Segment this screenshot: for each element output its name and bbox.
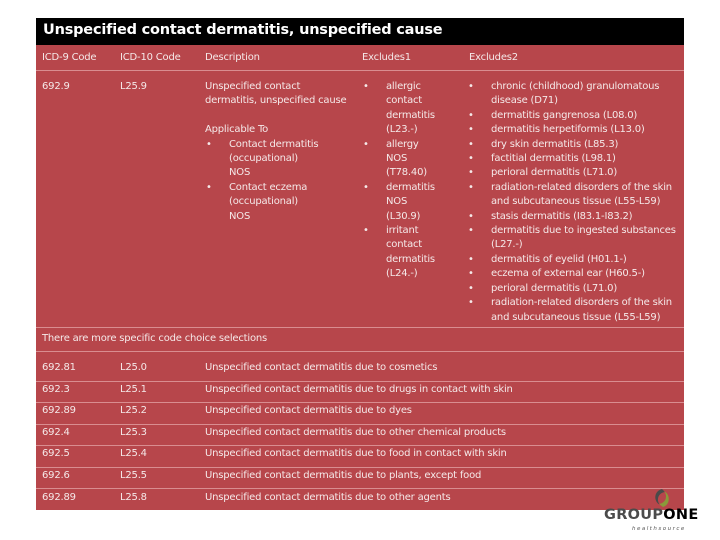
header-description: Description <box>205 52 260 63</box>
row-description: Unspecified contact dermatitis due to cosmetics <box>205 362 438 373</box>
list-item: • dermatitis due to ingested substances (L27.-) <box>467 224 681 253</box>
list-item: • chronic (childhood) granulomatous disease (D71) <box>467 80 681 109</box>
list-item: • perioral dermatitis (L71.0) <box>467 166 681 180</box>
main-description <box>205 80 357 224</box>
list-item: • perioral dermatitis (L71.0) <box>467 282 681 296</box>
row-divider <box>36 381 684 382</box>
row-description: Unspecified contact dermatitis due to drugs in contact with skin <box>205 384 513 395</box>
main-desc-line1: Unspecified contact <box>205 81 301 92</box>
header-icd10: ICD-10 Code <box>120 52 181 63</box>
code-table <box>36 45 684 510</box>
row-divider <box>36 351 684 352</box>
row-description: Unspecified contact dermatitis due to plants, except food <box>205 470 482 481</box>
row-icd10: L25.4 <box>120 448 147 459</box>
row-icd10: L25.8 <box>120 492 147 503</box>
header-icd9: ICD-9 Code <box>42 52 97 63</box>
swoosh-icon <box>650 487 674 509</box>
logo-wordmark: GROUPONE <box>604 507 699 523</box>
header-excludes1: Excludes1 <box>362 52 411 63</box>
more-codes-note: There are more specific code choice selections <box>42 333 268 344</box>
row-icd9: 692.6 <box>42 470 70 481</box>
list-item: • Contact eczema (occupational) NOS <box>205 181 321 224</box>
row-description: Unspecified contact dermatitis due to dyes <box>205 405 412 416</box>
title-bar <box>36 18 684 45</box>
list-item: • dermatitis of eyelid (H01.1-) <box>467 253 681 267</box>
row-divider <box>36 327 684 328</box>
groupone-logo <box>604 487 716 533</box>
row-icd9: 692.3 <box>42 384 70 395</box>
excludes1-list <box>362 80 435 282</box>
excludes2-list <box>467 80 681 325</box>
row-divider <box>36 488 684 489</box>
header-divider <box>36 70 684 71</box>
row-icd10: L25.5 <box>120 470 147 481</box>
row-icd10: L25.1 <box>120 384 147 395</box>
list-item: • radiation-related disorders of the skin and subcutaneous tissue (L55-L59) <box>467 296 681 325</box>
row-icd9: 692.89 <box>42 492 76 503</box>
list-item: • dermatitis herpetiformis (L13.0) <box>467 123 681 137</box>
list-item: • allergy NOS (T78.40) <box>362 138 432 181</box>
logo-tagline: healthsource <box>632 526 686 532</box>
list-item: • stasis dermatitis (I83.1-I83.2) <box>467 210 681 224</box>
excludes1-cell <box>362 80 435 282</box>
row-divider <box>36 467 684 468</box>
applicable-label: Applicable To <box>205 124 269 136</box>
list-item: • Contact dermatitis (occupational) NOS <box>205 138 321 181</box>
excludes2-cell <box>467 80 681 325</box>
main-icd9: 692.9 <box>42 81 70 92</box>
row-icd9: 692.81 <box>42 362 76 373</box>
row-description: Unspecified contact dermatitis due to other chemical products <box>205 427 506 438</box>
list-item: • radiation-related disorders of the skin and subcutaneous tissue (L55-L59) <box>467 181 681 210</box>
page-title: Unspecified contact dermatitis, unspecified cause <box>43 22 443 38</box>
list-item: • allergic contact dermatitis (L23.-) <box>362 80 432 138</box>
row-description: Unspecified contact dermatitis due to food in contact with skin <box>205 448 507 459</box>
list-item: • dermatitis gangrenosa (L08.0) <box>467 109 681 123</box>
list-item: • factitial dermatitis (L98.1) <box>467 152 681 166</box>
row-icd10: L25.2 <box>120 405 147 416</box>
row-icd10: L25.3 <box>120 427 147 438</box>
header-excludes2: Excludes2 <box>469 52 518 63</box>
row-divider <box>36 445 684 446</box>
row-description: Unspecified contact dermatitis due to other agents <box>205 492 451 503</box>
row-icd9: 692.4 <box>42 427 70 438</box>
main-icd10: L25.9 <box>120 81 147 92</box>
list-item: • dermatitis NOS (L30.9) <box>362 181 432 224</box>
row-divider <box>36 424 684 425</box>
row-icd10: L25.0 <box>120 362 147 373</box>
row-icd9: 692.89 <box>42 405 76 416</box>
list-item: • irritant contact dermatitis (L24.-) <box>362 224 432 282</box>
list-item: • eczema of external ear (H60.5-) <box>467 267 681 281</box>
row-icd9: 692.5 <box>42 448 70 459</box>
row-divider <box>36 402 684 403</box>
main-desc-line2: dermatitis, unspecified cause <box>205 95 347 107</box>
list-item: • dry skin dermatitis (L85.3) <box>467 138 681 152</box>
applicable-list <box>205 138 321 224</box>
